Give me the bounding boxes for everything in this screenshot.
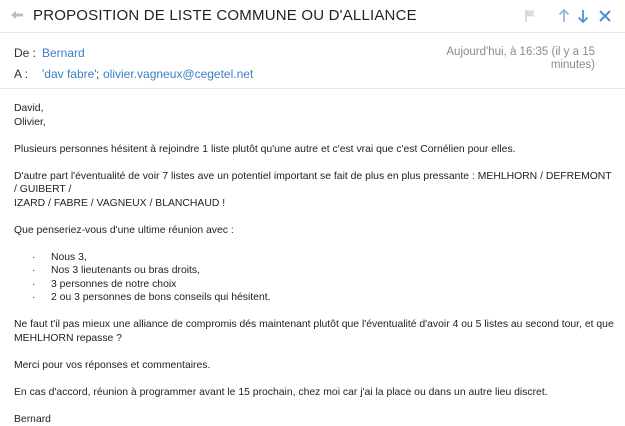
body-paragraph: Merci pour vos réponses et commentaires. (14, 359, 614, 373)
message-subject: PROPOSITION DE LISTE COMMUNE OU D'ALLIANCE (33, 7, 417, 24)
bullet-dot: · (32, 278, 35, 292)
bullet-dot: · (32, 251, 35, 265)
bullet-list (14, 251, 614, 305)
recipient-link-2[interactable]: olivier.vagneux@cegetel.net (103, 67, 253, 81)
subject-bar (0, 0, 625, 33)
from-label: De : (14, 46, 36, 60)
body-paragraph: MEHLHORN repasse ? (14, 332, 614, 346)
greeting-line: Olivier, (14, 116, 614, 130)
body-paragraph: Plusieurs personnes hésitent à rejoindre 1 liste plutôt qu'une autre et c'est vrai que c'est Cornélien pour elles. (14, 143, 614, 157)
message-header (0, 33, 625, 89)
list-item: · Nos 3 lieutenants ou bras droits, (14, 264, 614, 278)
body-paragraph: IZARD / FABRE / VAGNEUX / BLANCHAUD ! (14, 197, 614, 211)
list-item: · 3 personnes de notre choix (14, 278, 614, 292)
list-item: · Nous 3, (14, 251, 614, 265)
arrow-up-icon[interactable] (557, 8, 571, 24)
body-paragraph: En cas d'accord, réunion à programmer avant le 15 prochain, chez moi car j'ai la place ou dans un autre lieu discret. (14, 386, 614, 400)
body-paragraph: Que penseriez-vous d'une ultime réunion avec : (14, 224, 614, 238)
reply-arrow-icon[interactable] (10, 8, 24, 22)
body-paragraph: D'autre part l'éventualité de voir 7 listes ave un potentiel important se fait de plus en plus pressante : MEHLHORN / DEFREMONT / GUIBERT / (14, 170, 614, 197)
list-item: · 2 ou 3 personnes de bons conseils qui hésitent. (14, 291, 614, 305)
bullet-dot: · (32, 291, 35, 305)
signature: Bernard (14, 413, 614, 426)
message-date (435, 46, 595, 72)
recipient-link-1[interactable]: 'dav fabre' (42, 67, 97, 81)
bullet-dot: · (32, 264, 35, 278)
flag-icon[interactable] (524, 9, 538, 23)
recipient-separator: ; (96, 67, 99, 81)
body-paragraph: Ne faut t'il pas mieux une alliance de compromis dés maintenant plutôt que l'éventualité d'avoir 4 ou 5 listes au second tour, et que (14, 318, 614, 332)
arrow-down-icon[interactable] (576, 8, 590, 24)
date-line-2: minutes) (435, 59, 595, 72)
date-line-1: Aujourd'hui, à 16:35 (il y a 15 (435, 46, 595, 59)
close-icon[interactable] (598, 9, 612, 23)
to-label: A : (14, 67, 28, 81)
message-body (14, 102, 614, 426)
sender-link[interactable]: Bernard (42, 46, 85, 60)
greeting-line: David, (14, 102, 614, 116)
